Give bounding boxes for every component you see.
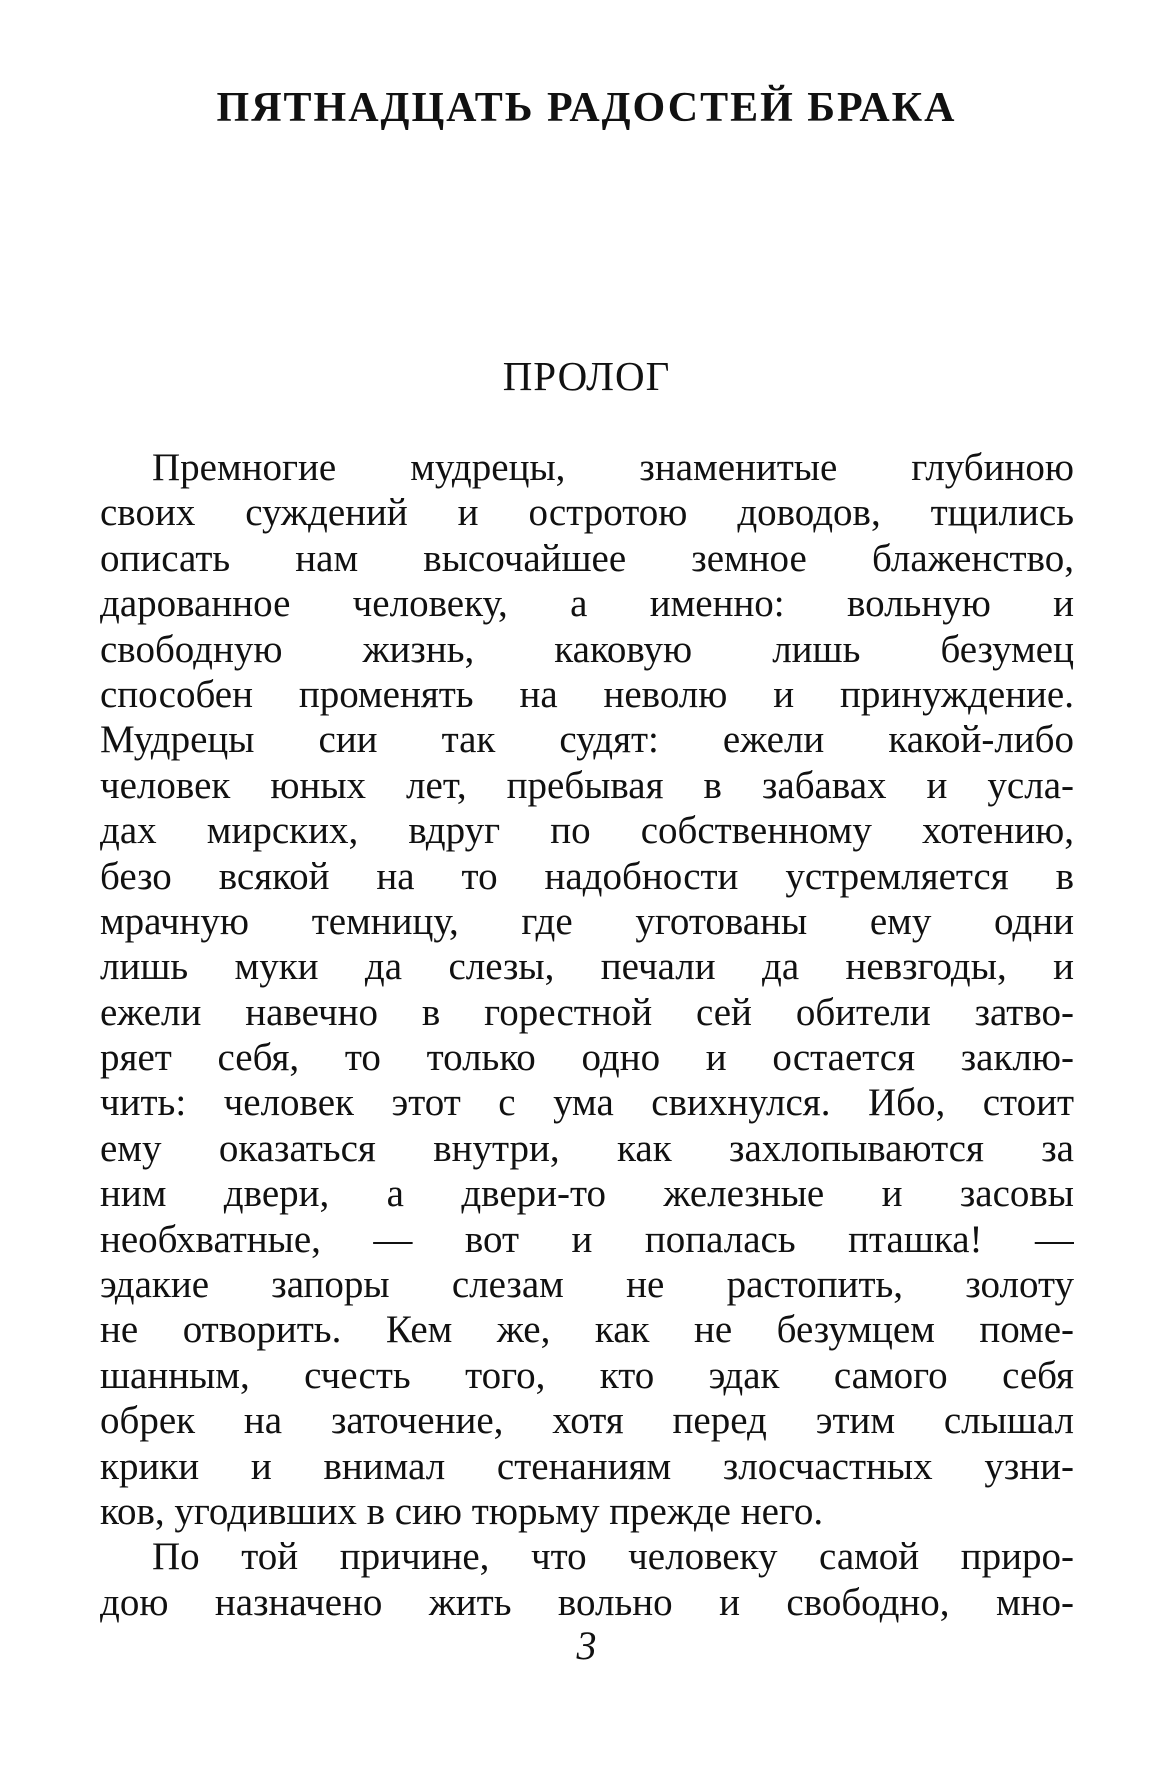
- text-line: описать нам высочайшее земное блаженство,: [100, 536, 1074, 580]
- text-line: По той причине, что человеку самой приро-: [152, 1535, 1074, 1579]
- text-line: дою назначено жить вольно и свободно, мно-: [100, 1580, 1074, 1624]
- text-line: мрачную темницу, где уготованы ему одни: [100, 899, 1074, 943]
- text-line: своих суждений и остротою доводов, тщились: [100, 491, 1074, 535]
- text-line: чить: человек этот с ума свихнулся. Ибо, стоит: [100, 1081, 1074, 1125]
- text-line: дах мирских, вдруг по собственному хотению,: [100, 809, 1074, 853]
- text-line: способен променять на неволю и принуждение.: [100, 672, 1074, 716]
- body-text: [100, 445, 1074, 1625]
- chapter-title: ПРОЛОГ: [502, 353, 671, 399]
- text-line: человек юных лет, пребывая в забавах и усла-: [100, 763, 1074, 807]
- text-line: свободную жизнь, каковую лишь безумец: [100, 627, 1074, 671]
- text-line: ков, угодивших в сию тюрьму прежде него.: [100, 1489, 824, 1533]
- text-line: ежели навечно в горестной сей обители затво-: [100, 990, 1074, 1034]
- text-line: обрек на заточение, хотя перед этим слышал: [100, 1399, 1074, 1443]
- text-line: Премногие мудрецы, знаменитые глубиною: [152, 446, 1074, 489]
- text-line: необхватные, — вот и попалась пташка! —: [100, 1217, 1074, 1261]
- text-line: крики и внимал стенаниям злосчастных узни-: [100, 1444, 1074, 1488]
- text-line: безо всякой на то надобности устремляется в: [100, 854, 1074, 898]
- page-number: 3: [576, 1623, 597, 1668]
- text-line: эдакие запоры слезам не растопить, золоту: [100, 1263, 1074, 1307]
- text-line: ним двери, а двери-то железные и засовы: [100, 1172, 1074, 1216]
- text-line: ряет себя, то только одно и остается заклю-: [100, 1036, 1074, 1080]
- text-line: Мудрецы сии так судят: ежели какой-либо: [100, 718, 1074, 762]
- text-line: не отворить. Кем же, как не безумцем поме-: [100, 1308, 1074, 1352]
- text-line: шанным, счесть того, кто эдак самого себя: [100, 1353, 1074, 1397]
- text-line: дарованное человеку, а именно: вольную и: [100, 582, 1074, 626]
- text-line: ему оказаться внутри, как захлопываются за: [100, 1126, 1074, 1170]
- running-title: ПЯТНАДЦАТЬ РАДОСТЕЙ БРАКА: [216, 85, 957, 131]
- text-line: лишь муки да слезы, печали да невзгоды, и: [100, 945, 1074, 989]
